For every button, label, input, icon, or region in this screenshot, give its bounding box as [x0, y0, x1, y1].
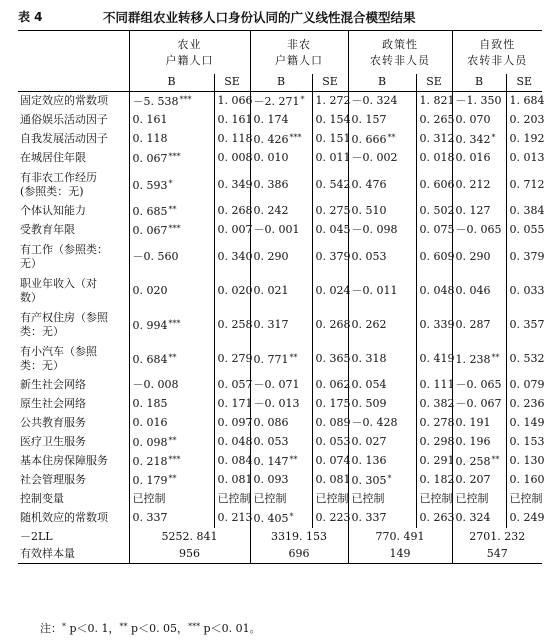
- table-row: [18, 308, 542, 342]
- se-cell: 已控制: [312, 490, 348, 509]
- table-row: [18, 414, 542, 433]
- se-cell: 0. 379: [506, 240, 542, 274]
- coef-cell: 0. 342*: [452, 130, 506, 149]
- coef-cell: 0. 093: [250, 471, 312, 490]
- significance-mark: *: [491, 133, 496, 142]
- row-label: 职业年收入（对 数）: [20, 276, 97, 304]
- se-cell: 0. 268: [214, 202, 250, 221]
- se-cell: 0. 339: [416, 308, 452, 342]
- se-cell: 0. 249: [506, 509, 542, 528]
- se-cell: 0. 382: [416, 395, 452, 414]
- col-se: SE: [312, 74, 348, 92]
- coef-cell: 0. 337: [129, 509, 214, 528]
- se-cell: 已控制: [214, 490, 250, 509]
- coef-cell: 0. 593*: [129, 168, 214, 202]
- se-cell: 0. 275: [312, 202, 348, 221]
- table-title: 不同群组农业转移人口身份认同的广义线性混合模型结果: [103, 10, 416, 25]
- se-cell: 已控制: [506, 490, 542, 509]
- coef-cell: 0. 067***: [129, 149, 214, 168]
- row-label: 有产权住房（参照 类：无）: [20, 310, 108, 338]
- table-row: [18, 168, 542, 202]
- se-cell: 0. 118: [214, 130, 250, 149]
- row-label: 社会管理服务: [20, 473, 86, 486]
- table-row: [18, 202, 542, 221]
- coef-cell: 0. 174: [250, 111, 312, 130]
- se-cell: 0. 379: [312, 240, 348, 274]
- coef-cell: 已控制: [348, 490, 416, 509]
- coef-cell: 0. 067***: [129, 221, 214, 240]
- coef-cell: 0. 318: [348, 342, 416, 376]
- coef-cell: 0. 510: [348, 202, 416, 221]
- se-cell: 0. 340: [214, 240, 250, 274]
- coef-cell: 0. 098**: [129, 433, 214, 452]
- se-cell: 已控制: [416, 490, 452, 509]
- significance-mark: ***: [168, 455, 181, 464]
- coef-cell: 0. 027: [348, 433, 416, 452]
- significance-mark: ***: [289, 133, 302, 142]
- table-row: [18, 509, 542, 528]
- table-row: [18, 452, 542, 471]
- group-header-row: [18, 31, 542, 74]
- se-cell: 0. 075: [416, 221, 452, 240]
- significance-mark: *: [289, 512, 294, 521]
- table-row: [18, 111, 542, 130]
- se-cell: 0. 084: [214, 452, 250, 471]
- se-cell: 0. 033: [506, 274, 542, 308]
- regression-table: [18, 30, 545, 564]
- significance-mark: ***: [168, 224, 181, 233]
- significance-mark: **: [289, 352, 298, 362]
- coef-cell: 0. 136: [348, 452, 416, 471]
- se-cell: 0. 203: [506, 111, 542, 130]
- se-cell: 0. 532: [506, 342, 542, 376]
- se-cell: 0. 365: [312, 342, 348, 376]
- se-cell: 0. 007: [214, 221, 250, 240]
- row-label: 通俗娱乐活动因子: [20, 113, 108, 126]
- row-label: －2LL: [20, 529, 53, 543]
- row-label: 原生社会网络: [20, 397, 86, 410]
- coef-cell: －0. 560: [129, 240, 214, 274]
- significance-mark: *: [387, 474, 392, 483]
- significance-mark: **: [168, 352, 177, 362]
- summary-row: [18, 528, 542, 546]
- significance-mark: **: [168, 474, 177, 483]
- se-cell: 0. 223: [312, 509, 348, 528]
- se-cell: 0. 298: [416, 433, 452, 452]
- row-label: 自我发展活动因子: [20, 132, 108, 145]
- row-label: 公共教育服务: [20, 416, 86, 429]
- table-label: 表 4: [18, 10, 43, 24]
- se-cell: 0. 024: [312, 274, 348, 308]
- coef-cell: 0. 994***: [129, 308, 214, 342]
- coef-cell: －0. 013: [250, 395, 312, 414]
- row-label: 新生社会网络: [20, 378, 86, 391]
- coef-cell: 0. 021: [250, 274, 312, 308]
- coef-cell: 0. 509: [348, 395, 416, 414]
- coef-cell: 0. 054: [348, 376, 416, 395]
- significance-mark: **: [387, 133, 396, 142]
- row-label: 控制变量: [20, 492, 64, 505]
- se-cell: 0. 048: [416, 274, 452, 308]
- summary-value: 2701. 232: [452, 528, 542, 546]
- se-cell: 0. 149: [506, 414, 542, 433]
- se-cell: 0. 151: [312, 130, 348, 149]
- row-label: 基本住房保障服务: [20, 454, 108, 467]
- summary-value: 547: [452, 546, 542, 564]
- col-se: SE: [506, 74, 542, 92]
- se-cell: 0. 268: [312, 308, 348, 342]
- se-cell: 0. 097: [214, 414, 250, 433]
- significance-mark: **: [491, 455, 500, 464]
- se-cell: 0. 502: [416, 202, 452, 221]
- coef-cell: 0. 317: [250, 308, 312, 342]
- col-b: B: [452, 74, 506, 92]
- table-row: [18, 240, 542, 274]
- coef-cell: 0. 290: [452, 240, 506, 274]
- subheader-row: [18, 74, 542, 92]
- se-cell: 1. 821: [416, 92, 452, 111]
- se-cell: 0. 192: [506, 130, 542, 149]
- row-label: 医疗卫生服务: [20, 435, 86, 448]
- corner-cell: [18, 31, 129, 74]
- coef-cell: 0. 386: [250, 168, 312, 202]
- coef-cell: 已控制: [250, 490, 312, 509]
- se-cell: 0. 312: [416, 130, 452, 149]
- col-se: SE: [416, 74, 452, 92]
- coef-cell: 0. 010: [250, 149, 312, 168]
- se-cell: 0. 013: [506, 149, 542, 168]
- table-note: 注：* p＜0. 1，** p＜0. 05，*** p＜0. 01。: [40, 622, 261, 635]
- se-cell: 1. 684: [506, 92, 542, 111]
- se-cell: 0. 258: [214, 308, 250, 342]
- se-cell: 0. 213: [214, 509, 250, 528]
- row-label: 固定效应的常数项: [18, 92, 129, 111]
- coef-cell: 0. 258**: [452, 452, 506, 471]
- summary-value: 149: [348, 546, 452, 564]
- summary-value: 696: [250, 546, 348, 564]
- table-row: [18, 376, 542, 395]
- se-cell: 0. 048: [214, 433, 250, 452]
- significance-mark: ***: [168, 318, 181, 328]
- coef-cell: 0. 212: [452, 168, 506, 202]
- significance-mark: *: [300, 95, 305, 105]
- row-label: 有小汽车（参照 类：无）: [20, 344, 97, 372]
- coef-cell: 0. 147**: [250, 452, 312, 471]
- se-cell: 0. 045: [312, 221, 348, 240]
- se-cell: 0. 609: [416, 240, 452, 274]
- summary-row: [18, 546, 542, 564]
- coef-cell: 已控制: [129, 490, 214, 509]
- coef-cell: 0. 196: [452, 433, 506, 452]
- se-cell: 1. 272: [312, 92, 348, 111]
- table-row: [18, 490, 542, 509]
- se-cell: 0. 008: [214, 149, 250, 168]
- col-b: B: [348, 74, 416, 92]
- se-cell: 0. 081: [312, 471, 348, 490]
- coef-cell: 0. 262: [348, 308, 416, 342]
- coef-cell: 0. 666**: [348, 130, 416, 149]
- row-label: 随机效应的常数项: [20, 511, 108, 524]
- table-caption: [18, 5, 548, 27]
- se-cell: 0. 349: [214, 168, 250, 202]
- coef-cell: 0. 053: [250, 433, 312, 452]
- table-row: [18, 221, 542, 240]
- coef-cell: 0. 476: [348, 168, 416, 202]
- coef-cell: 0. 070: [452, 111, 506, 130]
- se-cell: 0. 357: [506, 308, 542, 342]
- col-b: B: [129, 74, 214, 92]
- se-cell: 0. 062: [312, 376, 348, 395]
- coef-cell: －0. 067: [452, 395, 506, 414]
- significance-mark: **: [491, 352, 500, 362]
- coef-cell: 0. 179**: [129, 471, 214, 490]
- se-cell: 0. 053: [312, 433, 348, 452]
- se-cell: 0. 081: [214, 471, 250, 490]
- se-cell: 0. 175: [312, 395, 348, 414]
- group-header: 农业 户籍人口: [129, 31, 250, 74]
- significance-mark: ***: [168, 152, 181, 161]
- se-cell: 0. 712: [506, 168, 542, 202]
- coef-cell: 0. 127: [452, 202, 506, 221]
- coef-cell: －0. 008: [129, 376, 214, 395]
- coef-cell: －0. 002: [348, 149, 416, 168]
- col-b: B: [250, 74, 312, 92]
- table-body: [18, 92, 545, 564]
- table-row: [18, 149, 542, 168]
- coef-cell: 0. 324: [452, 509, 506, 528]
- se-cell: 0. 111: [416, 376, 452, 395]
- table-row: [18, 274, 542, 308]
- se-cell: 0. 542: [312, 168, 348, 202]
- se-cell: 0. 291: [416, 452, 452, 471]
- row-label: 在城居住年限: [20, 151, 86, 164]
- coef-cell: 0. 290: [250, 240, 312, 274]
- se-cell: 0. 265: [416, 111, 452, 130]
- se-cell: 0. 279: [214, 342, 250, 376]
- se-cell: 0. 018: [416, 149, 452, 168]
- coef-cell: 0. 405*: [250, 509, 312, 528]
- coef-cell: 0. 046: [452, 274, 506, 308]
- se-cell: 0. 171: [214, 395, 250, 414]
- row-label: 受教育年限: [20, 223, 75, 236]
- row-label: 有非农工作经历 (参照类：无): [20, 170, 97, 198]
- group-header: 非农 户籍人口: [250, 31, 348, 74]
- coef-cell: 0. 685**: [129, 202, 214, 221]
- coef-cell: 0. 771**: [250, 342, 312, 376]
- summary-value: 5252. 841: [129, 528, 250, 546]
- se-cell: 0. 011: [312, 149, 348, 168]
- coef-cell: 0. 086: [250, 414, 312, 433]
- table-row: [18, 433, 542, 452]
- coef-cell: －0. 428: [348, 414, 416, 433]
- significance-mark: *: [168, 178, 173, 188]
- row-label: 个体认知能力: [20, 204, 86, 217]
- table-row: [18, 395, 542, 414]
- se-cell: 0. 153: [506, 433, 542, 452]
- summary-value: 770. 491: [348, 528, 452, 546]
- table-row: [18, 92, 542, 111]
- significance-mark: **: [289, 455, 298, 464]
- se-cell: 0. 074: [312, 452, 348, 471]
- se-cell: 0. 263: [416, 509, 452, 528]
- coef-cell: 0. 191: [452, 414, 506, 433]
- row-label: 有工作（参照类： 无）: [20, 242, 108, 270]
- coef-cell: 1. 238**: [452, 342, 506, 376]
- se-cell: 0. 161: [214, 111, 250, 130]
- coef-cell: 0. 157: [348, 111, 416, 130]
- group-header: 自致性 农转非人员: [452, 31, 542, 74]
- coef-cell: 0. 016: [452, 149, 506, 168]
- coef-cell: 0. 020: [129, 274, 214, 308]
- se-cell: 0. 055: [506, 221, 542, 240]
- coef-cell: 0. 287: [452, 308, 506, 342]
- group-header: 政策性 农转非人员: [348, 31, 452, 74]
- coef-cell: －0. 324: [348, 92, 416, 111]
- table-row: [18, 130, 542, 149]
- se-cell: 0. 089: [312, 414, 348, 433]
- coef-cell: －2. 271*: [250, 92, 312, 111]
- se-cell: 0. 154: [312, 111, 348, 130]
- se-cell: 0. 020: [214, 274, 250, 308]
- coef-cell: 0. 426***: [250, 130, 312, 149]
- coef-cell: 0. 016: [129, 414, 214, 433]
- coef-cell: 0. 337: [348, 509, 416, 528]
- summary-value: 3319. 153: [250, 528, 348, 546]
- significance-mark: **: [168, 436, 177, 445]
- table-row: [18, 471, 542, 490]
- significance-mark: ***: [179, 95, 192, 105]
- se-cell: 0. 057: [214, 376, 250, 395]
- coef-cell: －0. 098: [348, 221, 416, 240]
- coef-cell: 0. 242: [250, 202, 312, 221]
- coef-cell: 0. 118: [129, 130, 214, 149]
- se-cell: 0. 278: [416, 414, 452, 433]
- coef-cell: 0. 161: [129, 111, 214, 130]
- se-cell: 0. 182: [416, 471, 452, 490]
- coef-cell: －0. 065: [452, 376, 506, 395]
- coef-cell: 0. 218***: [129, 452, 214, 471]
- coef-cell: 已控制: [452, 490, 506, 509]
- se-cell: 0. 079: [506, 376, 542, 395]
- se-cell: 0. 419: [416, 342, 452, 376]
- coef-cell: －0. 011: [348, 274, 416, 308]
- se-cell: 0. 130: [506, 452, 542, 471]
- table-row: [18, 342, 542, 376]
- coef-cell: －0. 065: [452, 221, 506, 240]
- coef-cell: 0. 305*: [348, 471, 416, 490]
- se-cell: 0. 384: [506, 202, 542, 221]
- coef-cell: －1. 350: [452, 92, 506, 111]
- coef-cell: 0. 207: [452, 471, 506, 490]
- row-label: 有效样本量: [18, 546, 129, 564]
- coef-cell: 0. 684**: [129, 342, 214, 376]
- coef-cell: －5. 538***: [129, 92, 214, 111]
- se-cell: 0. 160: [506, 471, 542, 490]
- coef-cell: 0. 053: [348, 240, 416, 274]
- coef-cell: －0. 001: [250, 221, 312, 240]
- col-se: SE: [214, 74, 250, 92]
- coef-cell: 0. 185: [129, 395, 214, 414]
- se-cell: 0. 236: [506, 395, 542, 414]
- coef-cell: －0. 071: [250, 376, 312, 395]
- significance-mark: **: [168, 205, 177, 214]
- se-cell: 0. 606: [416, 168, 452, 202]
- se-cell: 1. 066: [214, 92, 250, 111]
- summary-value: 956: [129, 546, 250, 564]
